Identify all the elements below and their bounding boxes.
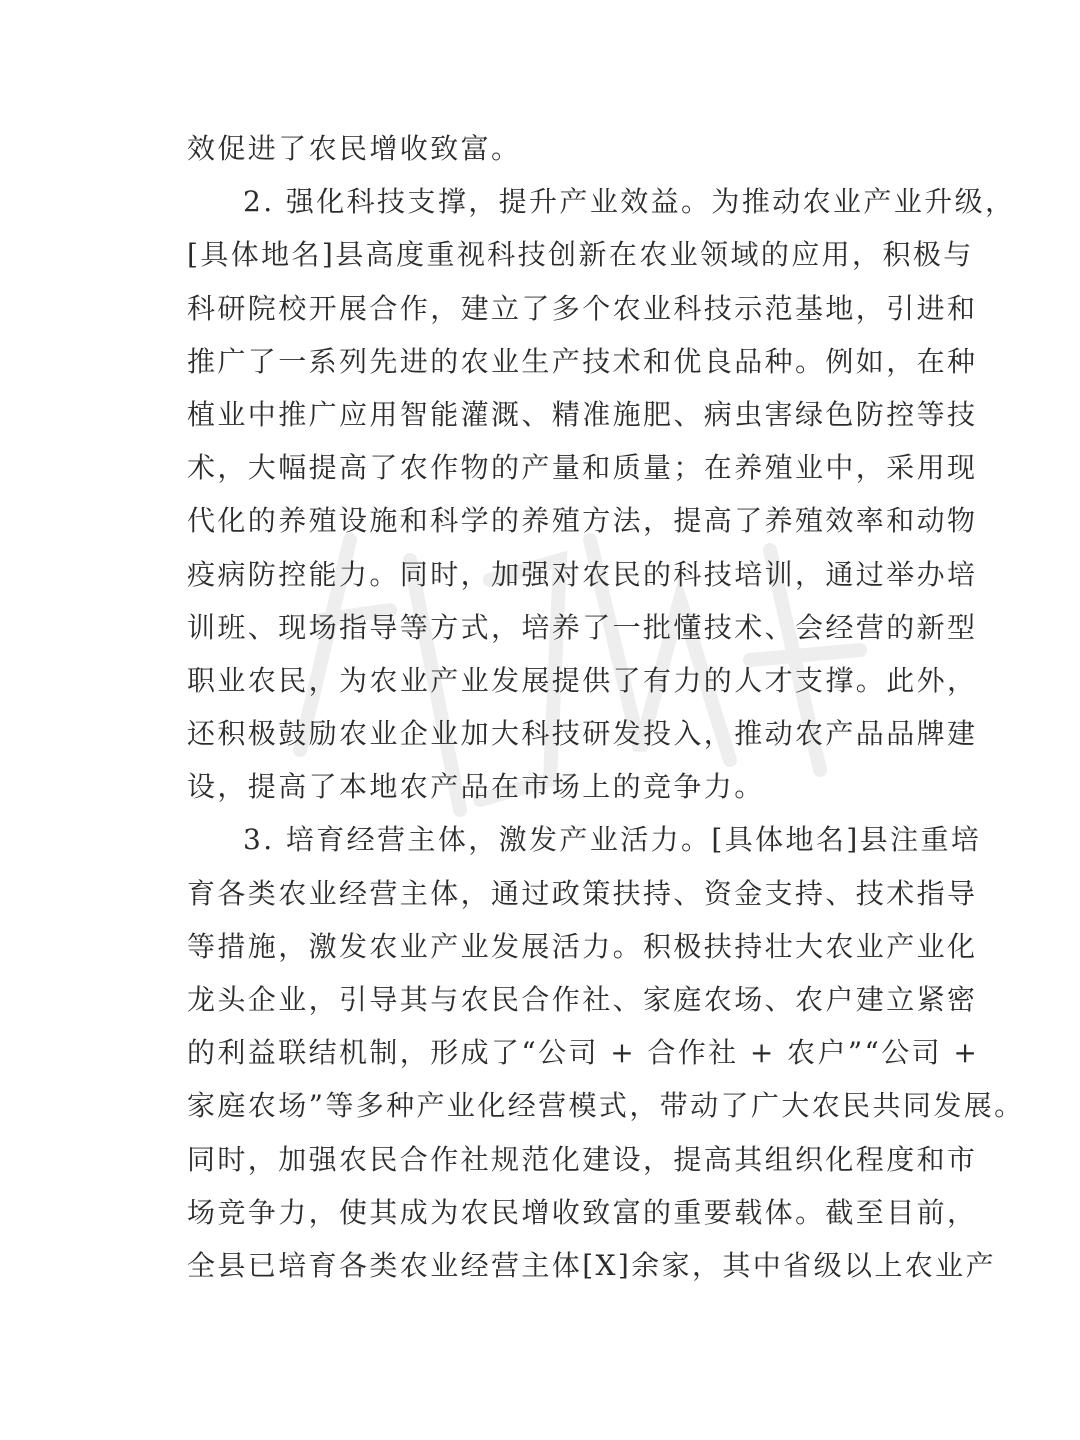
text-line: 推广了一系列先进的农业生产技术和优良品种。例如，在种	[187, 344, 978, 378]
text-line: 植业中推广应用智能灌溉、精准施肥、病虫害绿色防控等技	[187, 397, 978, 431]
paragraph-3-heading-line: 3. 培育经营主体，激发产业活力。[具体地名]县注重培	[243, 823, 982, 857]
text-line: 全县已培育各类农业经营主体[X]余家，其中省级以上农业产	[187, 1248, 996, 1282]
text-line: 效促进了农民增收致富。	[187, 132, 522, 165]
document-body	[187, 122, 1025, 1292]
text-line: [具体地名]县高度重视科技创新在农业领域的应用，积极与	[187, 238, 974, 272]
text-line: 家庭农场”等多种产业化经营模式，带动了广大农民共同发展。	[187, 1089, 1025, 1123]
text-line: 训班、现场指导等方式，培养了一批懂技术、会经营的新型	[187, 610, 978, 644]
text-line: 代化的养殖设施和科学的养殖方法，提高了养殖效率和动物	[187, 504, 978, 538]
text-line: 疫病防控能力。同时，加强对农民的科技培训，通过举办培	[187, 557, 978, 591]
text-line: 场竞争力，使其成为农民增收致富的重要载体。截至目前，	[187, 1195, 978, 1229]
text-line: 职业农民，为农业产业发展提供了有力的人才支撑。此外，	[187, 663, 978, 697]
text-line: 同时，加强农民合作社规范化建设，提高其组织化程度和市	[187, 1142, 978, 1176]
text-line: 还积极鼓励农业企业加大科技研发投入，推动农产品品牌建	[187, 717, 978, 751]
text-line: 的利益联结机制，形成了“公司 + 合作社 + 农户”“公司 +	[187, 1036, 980, 1070]
text-line: 科研院校开展合作，建立了多个农业科技示范基地，引进和	[187, 291, 978, 325]
text-line: 育各类农业经营主体，通过政策扶持、资金支持、技术指导	[187, 876, 978, 910]
text-line: 等措施，激发农业产业发展活力。积极扶持壮大农业产业化	[187, 929, 978, 963]
paragraph-2-heading-line: 2. 强化科技支撑，提升产业效益。为推动农业产业升级，	[243, 185, 1016, 219]
text-line: 术，大幅提高了农作物的产量和质量；在养殖业中，采用现	[187, 451, 978, 485]
text-line: 龙头企业，引导其与农民合作社、家庭农场、农户建立紧密	[187, 983, 978, 1016]
text-line: 设，提高了本地农产品在市场上的竞争力。	[187, 770, 765, 804]
